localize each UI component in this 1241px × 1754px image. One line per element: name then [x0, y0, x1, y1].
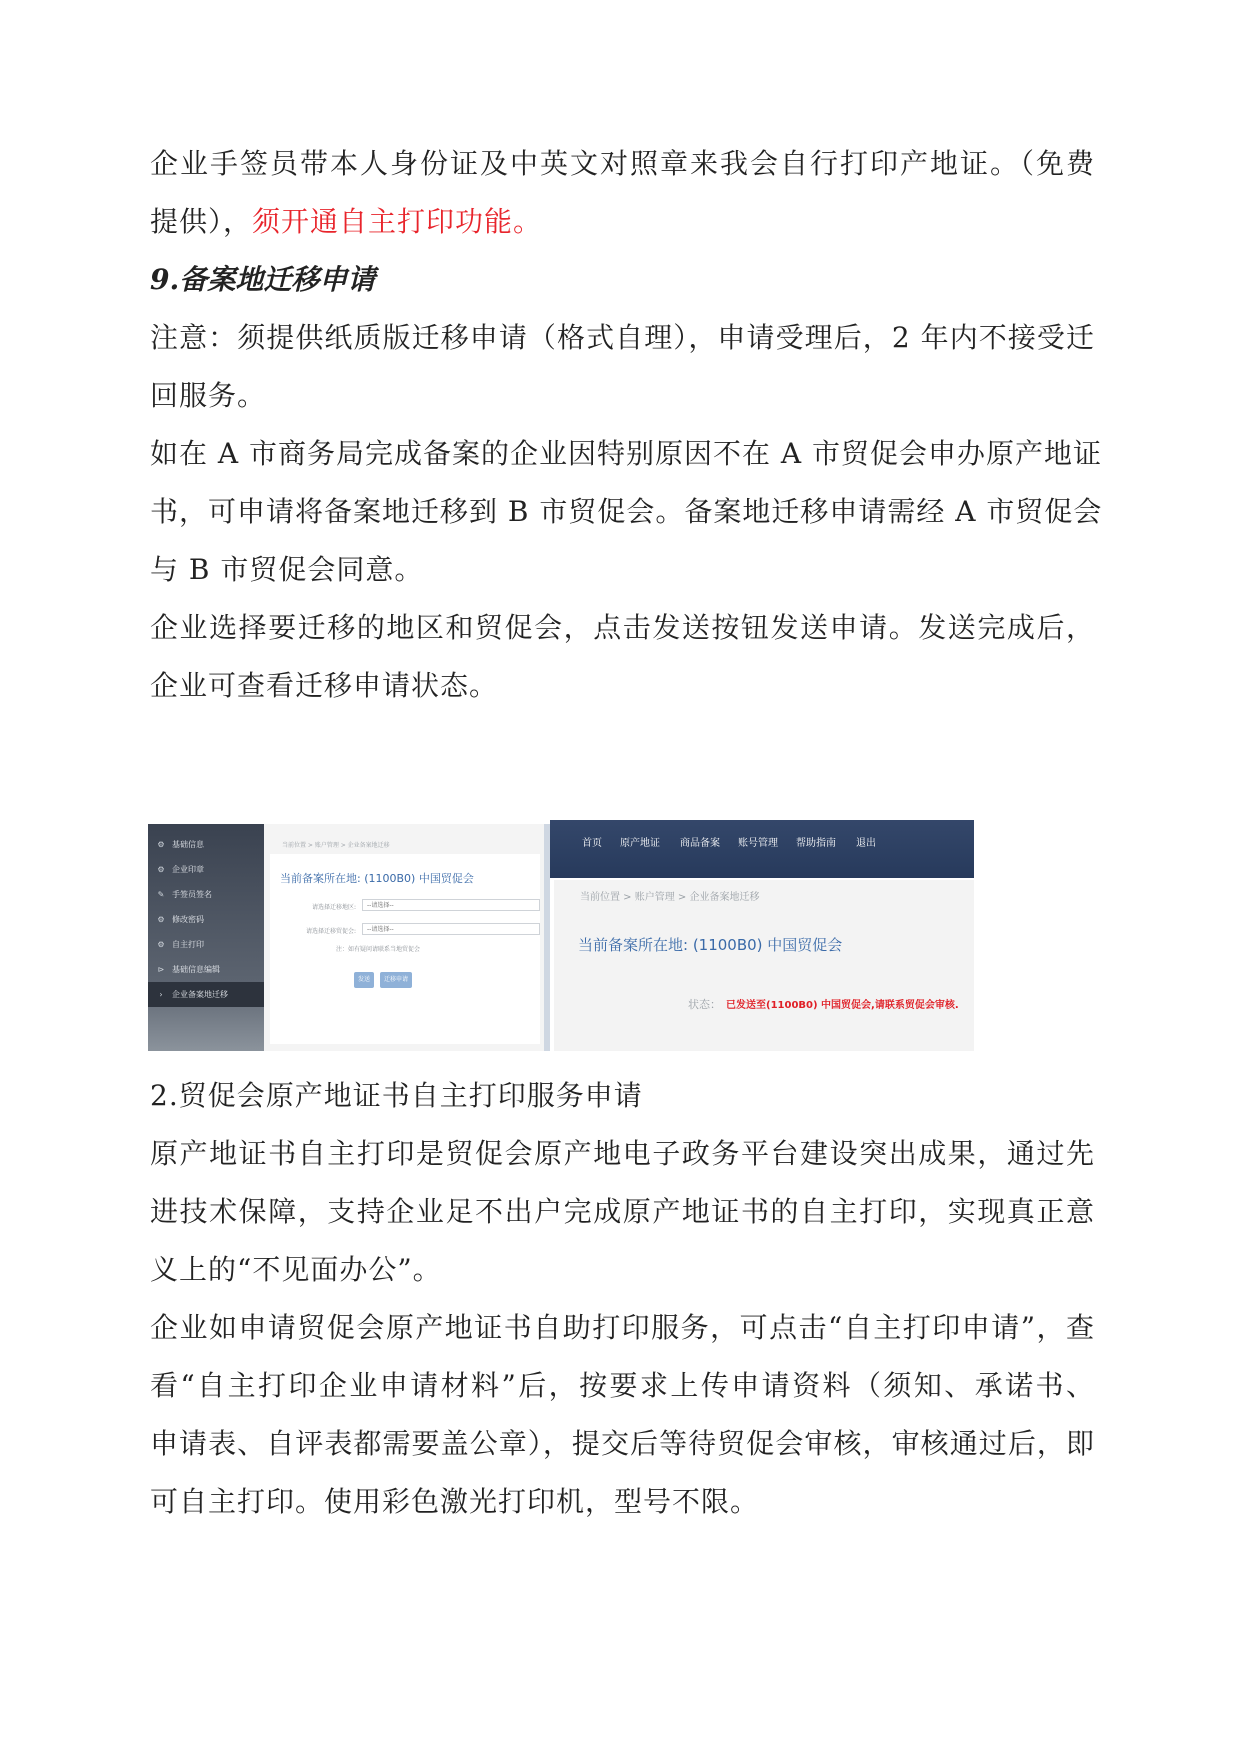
tag-icon: ⊳ [157, 965, 165, 974]
screenshot-figure [148, 820, 974, 1051]
paragraph-line: 可自主打印。使用彩色激光打印机，型号不限。 [150, 1485, 760, 1518]
field-label: 请选择迁移地区: [311, 904, 356, 911]
status-value: 已发送至(1100B0) 中国贸促会,请联系贸促会审核. [726, 1000, 959, 1011]
paragraph-line: 回服务。 [150, 379, 267, 412]
gear-icon: ⚙ [157, 915, 165, 924]
nav-logout[interactable]: 退出 [856, 838, 876, 849]
paragraph-line: 原产地证书自主打印是贸促会原产地电子政务平台建设突出成果，通过先 [150, 1137, 1095, 1170]
chevron-right-icon: › [159, 990, 163, 999]
sidebar-item[interactable] [148, 907, 264, 932]
sidebar-item[interactable] [148, 957, 264, 982]
sidebar-item[interactable] [148, 832, 264, 857]
gear-icon: ⚙ [157, 840, 165, 849]
sidebar-item[interactable] [148, 932, 264, 957]
sidebar-item[interactable] [148, 857, 264, 882]
sidebar-item-label: 企业印章 [172, 865, 204, 874]
note-text: 注：如有疑问请联系当地贸促会 [336, 946, 421, 953]
paragraph-line: 如在 A 市商务局完成备案的企业因特别原因不在 A 市贸促会申办原产地证 [150, 437, 1103, 470]
sidebar-item-label: 企业备案地迁移 [172, 990, 228, 999]
page-title: 当前备案所在地: (1100B0) 中国贸促会 [280, 872, 474, 885]
gear-icon: ⚙ [157, 940, 165, 949]
apply-button[interactable]: 迁移申请 [380, 972, 412, 988]
highlight-text: 须开通自主打印功能。 [252, 205, 543, 238]
paragraph-line: 注意：须提供纸质版迁移申请（格式自理），申请受理后，2 年内不接受迁 [150, 321, 1095, 354]
paragraph-line: 企业可查看迁移申请状态。 [150, 669, 499, 702]
status-label: 状态： [688, 998, 721, 1011]
section-title: 2.贸促会原产地证书自主打印服务申请 [150, 1079, 643, 1112]
send-button[interactable]: 发送 [354, 972, 374, 988]
sidebar [148, 824, 264, 1051]
nav-help[interactable]: 帮助指南 [796, 838, 836, 849]
nav-origin-cert[interactable]: 原产地证 [620, 838, 660, 849]
gear-icon: ⚙ [157, 865, 165, 874]
paragraph-line [150, 204, 542, 240]
sidebar-item-label: 基础信息编辑 [172, 965, 220, 974]
paragraph-line: 书，可申请将备案地迁移到 B 市贸促会。备案地迁移申请需经 A 市贸促会 [150, 495, 1103, 528]
paragraph-line: 企业手签员带本人身份证及中英文对照章来我会自行打印产地证。（免费 [150, 147, 1095, 180]
nav-home[interactable]: 首页 [582, 838, 602, 849]
paragraph-line: 企业选择要迁移的地区和贸促会，点击发送按钮发送申请。发送完成后， [150, 611, 1095, 644]
field-label: 请选择迁移贸促会: [305, 928, 356, 935]
section-heading: 9.备案地迁移申请 [150, 263, 376, 296]
top-nav [550, 820, 974, 878]
council-select[interactable]: --请选择-- [362, 923, 540, 935]
screenshot-left [148, 824, 545, 1051]
paragraph-line: 企业如申请贸促会原产地证书自助打印服务，可点击“自主打印申请”，查 [150, 1311, 1095, 1344]
screenshot-right [550, 820, 974, 1051]
sidebar-item-label: 手签员签名 [172, 890, 212, 899]
breadcrumb: 当前位置 > 账户管理 > 企业备案地迁移 [282, 842, 390, 849]
sidebar-item-label: 自主打印 [172, 940, 204, 949]
paragraph-line: 看“自主打印企业申请材料”后，按要求上传申请资料（须知、承诺书、 [150, 1369, 1095, 1402]
paragraph-line: 申请表、自评表都需要盖公章），提交后等待贸促会审核，审核通过后，即 [150, 1427, 1095, 1460]
content-panel [554, 880, 974, 1051]
nav-account[interactable]: 账号管理 [738, 838, 778, 849]
nav-goods-record[interactable]: 商品备案 [680, 838, 720, 849]
paragraph-text: 提供）， [150, 205, 253, 238]
pen-icon: ✎ [157, 890, 165, 899]
breadcrumb: 当前位置 > 账户管理 > 企业备案地迁移 [580, 892, 760, 903]
paragraph-line: 义上的“不见面办公”。 [150, 1253, 442, 1286]
content-panel [270, 854, 540, 1044]
paragraph-line: 进技术保障，支持企业足不出户完成原产地证书的自主打印，实现真正意 [150, 1195, 1095, 1228]
paragraph-line: 与 B 市贸促会同意。 [150, 553, 424, 586]
region-select[interactable]: --请选择-- [362, 899, 540, 911]
sidebar-item-label: 基础信息 [172, 840, 204, 849]
sidebar-item-active[interactable] [148, 982, 264, 1007]
page-title: 当前备案所在地: (1100B0) 中国贸促会 [578, 936, 843, 954]
sidebar-item-label: 修改密码 [172, 915, 204, 924]
sidebar-item[interactable] [148, 882, 264, 907]
